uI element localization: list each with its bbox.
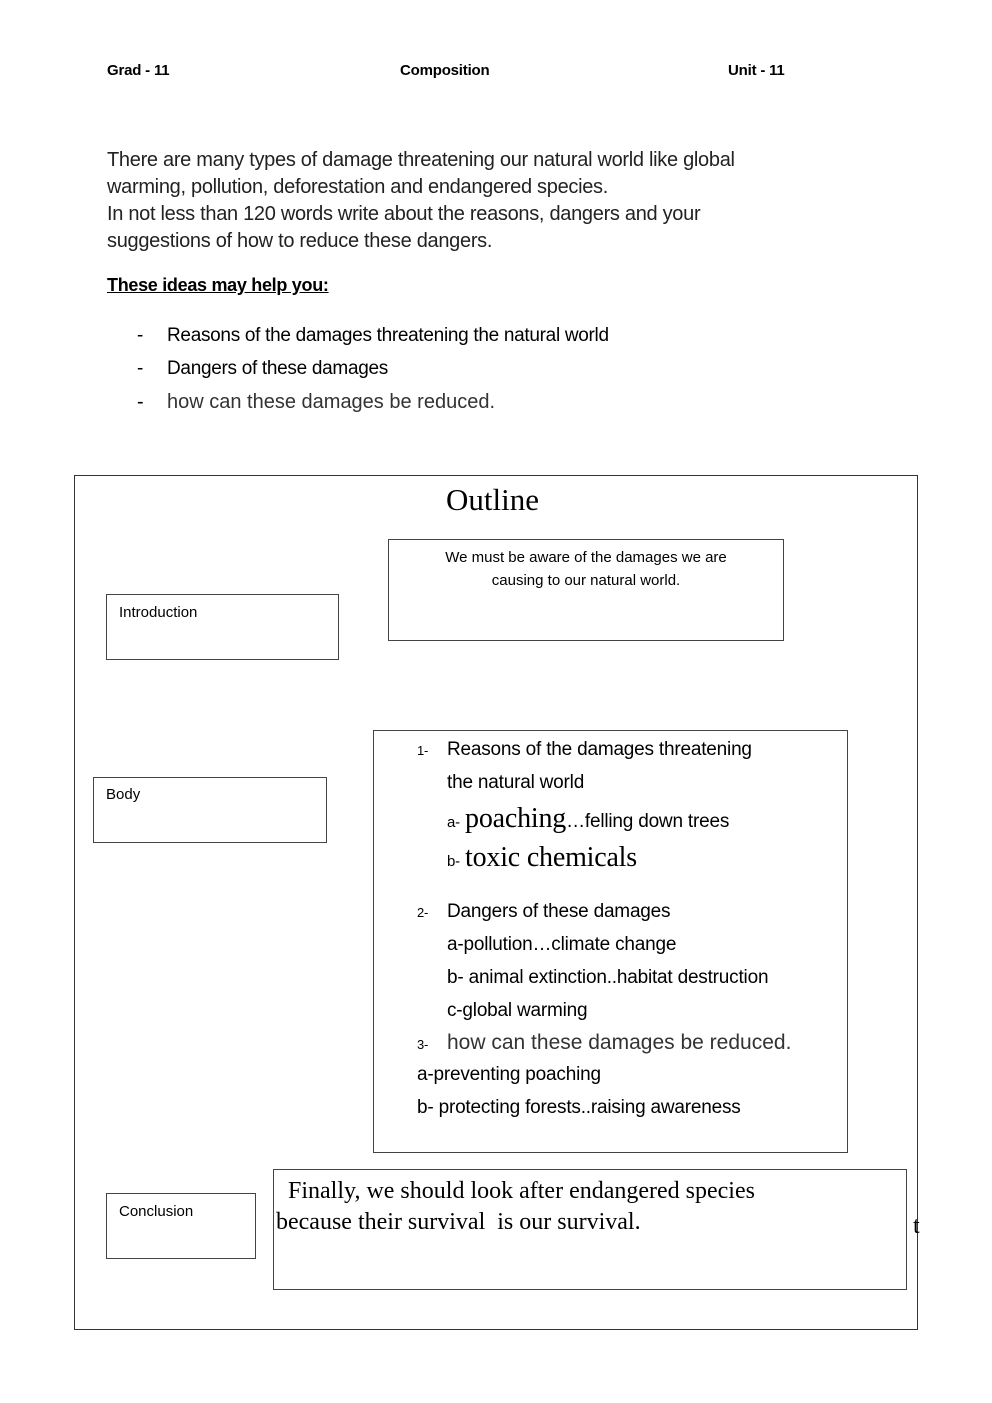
prompt-line: warming, pollution, deforestation and endangered species. bbox=[107, 176, 609, 198]
section1-title-cont: the natural world bbox=[447, 772, 585, 793]
conclusion-label-box bbox=[106, 1193, 256, 1259]
section1-item-b: b- toxic chemicals bbox=[447, 842, 637, 873]
body-label-box bbox=[93, 777, 327, 843]
stray-character: t bbox=[913, 1213, 920, 1239]
idea-item: - Dangers of these damages bbox=[137, 355, 609, 388]
intro-text-line: We must be aware of the damages we are bbox=[445, 549, 727, 566]
intro-text-line: causing to our natural world. bbox=[491, 572, 681, 589]
idea-item: - Reasons of the damages threatening the natural world bbox=[137, 322, 609, 355]
section3-title: 3- how can these damages be reduced. bbox=[417, 1031, 792, 1054]
section3-item: a-preventing poaching bbox=[417, 1064, 601, 1085]
unit-label: Unit - 11 bbox=[728, 62, 785, 79]
outline-title: Outline bbox=[446, 482, 539, 517]
section2-title: 2- Dangers of these damages bbox=[417, 901, 671, 922]
subject-label: Composition bbox=[400, 62, 490, 79]
introduction-content-box bbox=[388, 539, 784, 641]
body-content-box bbox=[373, 730, 848, 1153]
section1-title: 1- Reasons of the damages threatening bbox=[417, 739, 752, 760]
idea-item: - how can these damages be reduced. bbox=[137, 388, 609, 421]
conclusion-label: Conclusion bbox=[119, 1203, 194, 1220]
conclusion-content-box bbox=[273, 1169, 907, 1290]
section2-item: c-global warming bbox=[447, 1000, 588, 1021]
prompt-line: There are many types of damage threatening our natural world like global bbox=[107, 149, 735, 171]
prompt-paragraph bbox=[107, 147, 887, 255]
section2-item: a-pollution…climate change bbox=[447, 934, 677, 955]
prompt-line: suggestions of how to reduce these dangers. bbox=[107, 230, 493, 252]
conclusion-text-line: Finally, we should look after endangered species bbox=[276, 1178, 755, 1204]
body-label: Body bbox=[106, 786, 141, 803]
bullet-dash: - bbox=[137, 325, 144, 346]
ideas-heading: These ideas may help you: bbox=[107, 275, 329, 295]
introduction-label: Introduction bbox=[119, 604, 198, 621]
section3-item: b- protecting forests..raising awareness bbox=[417, 1097, 741, 1118]
introduction-label-box bbox=[106, 594, 339, 660]
bullet-dash: - bbox=[137, 358, 144, 379]
prompt-line: In not less than 120 words write about the reasons, dangers and your bbox=[107, 203, 701, 225]
bullet-dash: - bbox=[137, 391, 144, 413]
conclusion-text-line: because their survival is our survival. bbox=[276, 1209, 641, 1235]
section1-item-a: a- poaching…felling down trees bbox=[447, 803, 730, 834]
grade-label: Grad - 11 bbox=[107, 62, 170, 79]
section2-item: b- animal extinction..habitat destruction bbox=[447, 967, 769, 988]
ideas-list bbox=[137, 322, 609, 421]
